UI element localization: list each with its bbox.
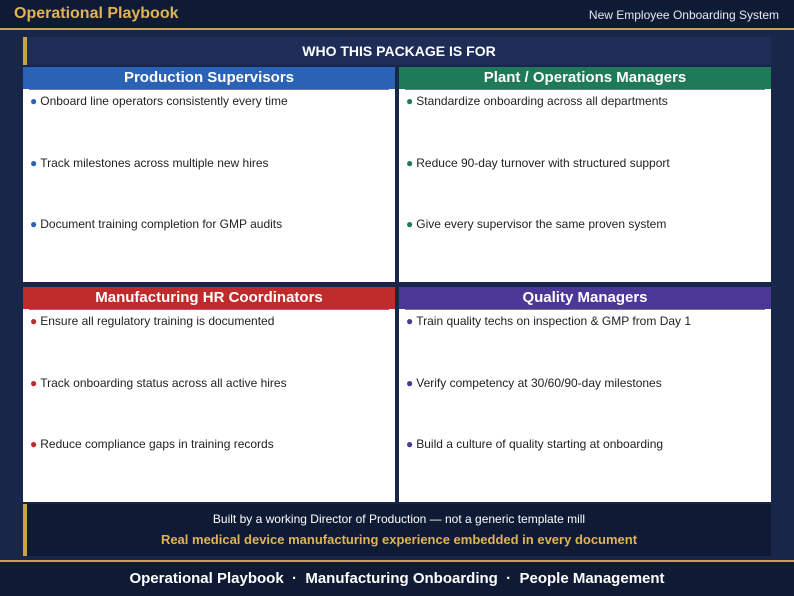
list-item-text: Give every supervisor the same proven system bbox=[416, 217, 667, 231]
brand-title: Operational Playbook bbox=[14, 5, 179, 22]
bullet-icon: ● bbox=[406, 94, 414, 108]
panel-title: Plant / Operations Managers bbox=[399, 67, 771, 89]
bullet-icon: ● bbox=[30, 217, 38, 231]
list-item-text: Verify competency at 30/60/90-day milestones bbox=[416, 375, 662, 390]
list-item bbox=[30, 437, 395, 499]
callout-line-2: Real medical device manufacturing experience embedded in every document bbox=[160, 532, 638, 547]
list-item bbox=[406, 314, 771, 376]
bullet-icon: ● bbox=[30, 437, 38, 451]
list-item bbox=[406, 156, 771, 218]
list-item-text: Track milestones across multiple new hires bbox=[40, 155, 269, 170]
list-item bbox=[406, 376, 771, 438]
list-item bbox=[30, 217, 395, 279]
bullet-icon: ● bbox=[30, 375, 38, 390]
list-item-text: Ensure all regulatory training is documented bbox=[40, 314, 275, 328]
list-item-text: Reduce compliance gaps in training records bbox=[40, 437, 274, 451]
top-bar bbox=[0, 0, 794, 30]
list-item bbox=[406, 217, 771, 279]
list-item-text: Onboard line operators consistently every time bbox=[40, 94, 288, 108]
system-name: New Employee Onboarding System bbox=[588, 8, 779, 22]
list-item bbox=[406, 437, 771, 499]
panel-list bbox=[399, 90, 771, 279]
bullet-icon: ● bbox=[406, 314, 414, 328]
panel-title: Manufacturing HR Coordinators bbox=[23, 287, 395, 309]
list-item-text: Document training completion for GMP audits bbox=[40, 217, 283, 231]
panel-title: Production Supervisors bbox=[23, 67, 395, 89]
list-item-text: Track onboarding status across all active hires bbox=[40, 375, 287, 390]
bullet-icon: ● bbox=[30, 314, 38, 328]
footer-bar bbox=[0, 560, 794, 596]
panel-list bbox=[23, 90, 395, 279]
list-item-text: Standardize onboarding across all departments bbox=[416, 94, 668, 108]
bullet-icon: ● bbox=[406, 437, 414, 451]
section-title: WHO THIS PACKAGE IS FOR bbox=[23, 37, 771, 65]
list-item bbox=[30, 314, 395, 376]
list-item-text: Train quality techs on inspection & GMP from Day 1 bbox=[416, 314, 692, 328]
list-item bbox=[30, 376, 395, 438]
list-item-text: Reduce 90-day turnover with structured support bbox=[416, 155, 670, 170]
panel-production-supervisors bbox=[23, 67, 395, 282]
list-item-text: Build a culture of quality starting at onboarding bbox=[416, 437, 664, 451]
list-item bbox=[30, 156, 395, 218]
bullet-icon: ● bbox=[30, 94, 38, 108]
list-item bbox=[406, 94, 771, 156]
bullet-icon: ● bbox=[30, 155, 38, 170]
panel-manufacturing-hr-coordinators bbox=[23, 287, 395, 502]
panel-plant-operations-managers bbox=[399, 67, 771, 282]
callout-line-1: Built by a working Director of Production — not a generic template mill bbox=[212, 512, 586, 526]
panel-title: Quality Managers bbox=[399, 287, 771, 309]
panel-quality-managers bbox=[399, 287, 771, 502]
bullet-icon: ● bbox=[406, 375, 414, 390]
bullet-icon: ● bbox=[406, 155, 414, 170]
panel-list bbox=[399, 310, 771, 499]
footer-text: Operational Playbook · Manufacturing Onboarding · People Management bbox=[129, 570, 665, 587]
credibility-callout bbox=[23, 504, 771, 556]
panel-list bbox=[23, 310, 395, 499]
list-item bbox=[30, 94, 395, 156]
bullet-icon: ● bbox=[406, 217, 414, 231]
